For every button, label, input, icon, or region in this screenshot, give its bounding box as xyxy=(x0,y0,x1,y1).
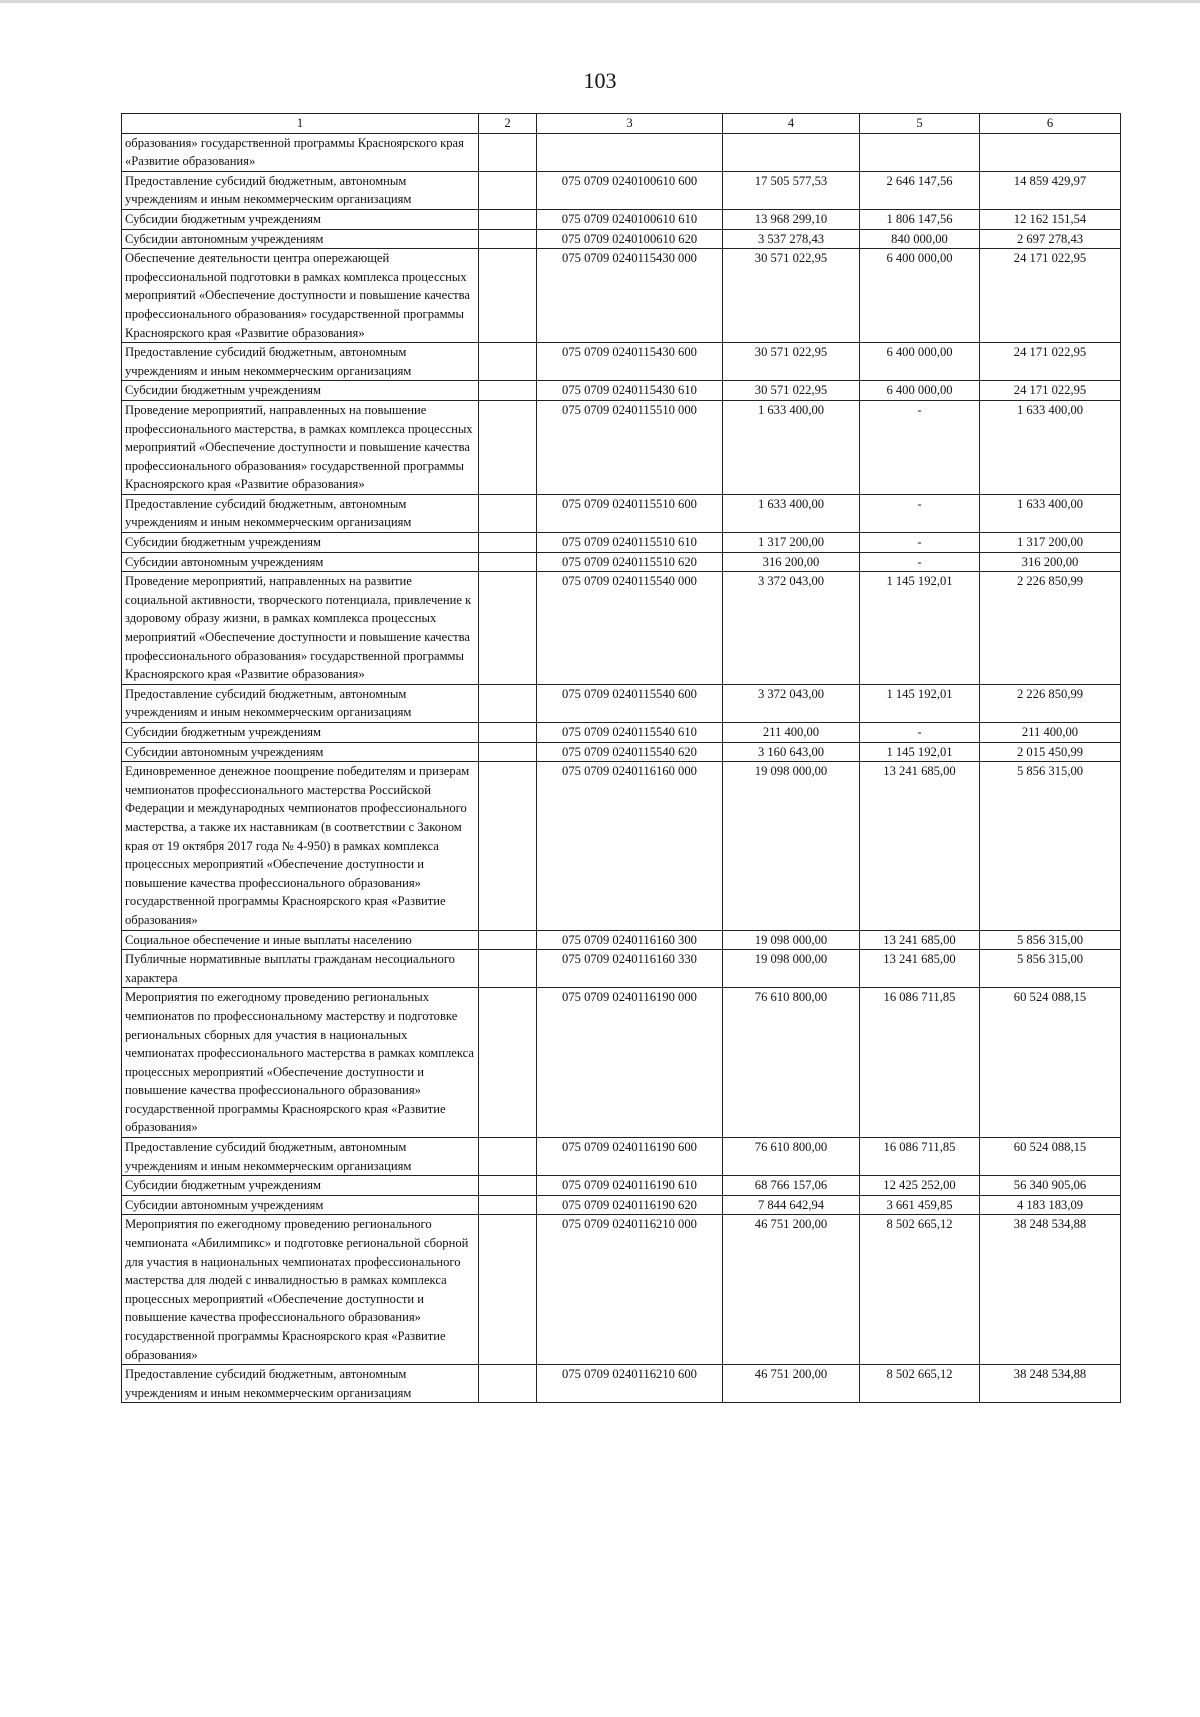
table-row xyxy=(122,229,1121,249)
column-header: 1 xyxy=(122,114,479,134)
cell-value-4: 13 968 299,10 xyxy=(723,209,860,229)
cell-value-5: 6 400 000,00 xyxy=(860,343,980,381)
cell-col2 xyxy=(479,1176,537,1196)
cell-value-6: 1 633 400,00 xyxy=(980,494,1121,532)
table-row xyxy=(122,494,1121,532)
table-header xyxy=(122,114,1121,134)
cell-name: Предоставление субсидий бюджетным, автономным учреждениям и иным некоммерческим организациям xyxy=(122,343,479,381)
cell-value-6: 60 524 088,15 xyxy=(980,1138,1121,1176)
cell-code: 075 0709 0240100610 610 xyxy=(537,209,723,229)
table-row xyxy=(122,249,1121,343)
cell-name: Мероприятия по ежегодному проведению регионального чемпионата «Абилимпикс» и подготовке региональной сборной для участия в национальных чемпионатах профессионального мастерства для людей с инвалидностью в рамках комплекса процессных мероприятий «Обеспечение доступности и повышение качества профессионального образования» государственной программы Красноярского края «Развитие образования» xyxy=(122,1215,479,1365)
cell-value-4: 76 610 800,00 xyxy=(723,988,860,1138)
cell-col2 xyxy=(479,229,537,249)
cell-value-5: 16 086 711,85 xyxy=(860,1138,980,1176)
cell-value-4: 19 098 000,00 xyxy=(723,762,860,930)
cell-col2 xyxy=(479,1215,537,1365)
cell-name: Предоставление субсидий бюджетным, автономным учреждениям и иным некоммерческим организациям xyxy=(122,171,479,209)
cell-value-5: 16 086 711,85 xyxy=(860,988,980,1138)
cell-name: Субсидии автономным учреждениям xyxy=(122,552,479,572)
table-row xyxy=(122,381,1121,401)
table-row xyxy=(122,1215,1121,1365)
cell-col2 xyxy=(479,1195,537,1215)
cell-name: Субсидии автономным учреждениям xyxy=(122,1195,479,1215)
cell-name: образования» государственной программы Красноярского края «Развитие образования» xyxy=(122,133,479,171)
cell-value-5: - xyxy=(860,723,980,743)
cell-value-4: 19 098 000,00 xyxy=(723,930,860,950)
cell-value-6: 24 171 022,95 xyxy=(980,381,1121,401)
cell-col2 xyxy=(479,494,537,532)
cell-value-6 xyxy=(980,133,1121,171)
cell-code: 075 0709 0240115430 000 xyxy=(537,249,723,343)
cell-value-5: 13 241 685,00 xyxy=(860,930,980,950)
cell-value-5 xyxy=(860,133,980,171)
cell-name: Предоставление субсидий бюджетным, автономным учреждениям и иным некоммерческим организациям xyxy=(122,494,479,532)
table-row xyxy=(122,552,1121,572)
cell-col2 xyxy=(479,930,537,950)
cell-col2 xyxy=(479,209,537,229)
cell-value-5: 6 400 000,00 xyxy=(860,381,980,401)
cell-value-6: 1 633 400,00 xyxy=(980,400,1121,494)
cell-name: Субсидии бюджетным учреждениям xyxy=(122,209,479,229)
cell-col2 xyxy=(479,171,537,209)
budget-table xyxy=(121,113,1121,1403)
cell-code: 075 0709 0240115510 000 xyxy=(537,400,723,494)
cell-code: 075 0709 0240116190 610 xyxy=(537,1176,723,1196)
cell-col2 xyxy=(479,400,537,494)
cell-value-5: 8 502 665,12 xyxy=(860,1365,980,1403)
cell-code: 075 0709 0240115430 600 xyxy=(537,343,723,381)
cell-value-4: 68 766 157,06 xyxy=(723,1176,860,1196)
cell-value-6: 5 856 315,00 xyxy=(980,930,1121,950)
table-row xyxy=(122,1138,1121,1176)
cell-value-6: 4 183 183,09 xyxy=(980,1195,1121,1215)
cell-value-5: 13 241 685,00 xyxy=(860,762,980,930)
cell-value-5: 3 661 459,85 xyxy=(860,1195,980,1215)
cell-value-4: 1 317 200,00 xyxy=(723,533,860,553)
cell-col2 xyxy=(479,343,537,381)
cell-code: 075 0709 0240116190 000 xyxy=(537,988,723,1138)
cell-value-4: 30 571 022,95 xyxy=(723,249,860,343)
cell-code: 075 0709 0240115540 600 xyxy=(537,684,723,722)
cell-code: 075 0709 0240116210 000 xyxy=(537,1215,723,1365)
cell-value-4: 3 160 643,00 xyxy=(723,742,860,762)
column-header: 5 xyxy=(860,114,980,134)
cell-code: 075 0709 0240116160 330 xyxy=(537,950,723,988)
cell-col2 xyxy=(479,723,537,743)
cell-value-6: 60 524 088,15 xyxy=(980,988,1121,1138)
cell-col2 xyxy=(479,249,537,343)
cell-code: 075 0709 0240116160 300 xyxy=(537,930,723,950)
cell-col2 xyxy=(479,552,537,572)
cell-name: Публичные нормативные выплаты гражданам несоциального характера xyxy=(122,950,479,988)
cell-col2 xyxy=(479,742,537,762)
cell-col2 xyxy=(479,1365,537,1403)
table-body xyxy=(122,133,1121,1403)
cell-value-4: 3 537 278,43 xyxy=(723,229,860,249)
cell-name: Предоставление субсидий бюджетным, автономным учреждениям и иным некоммерческим организациям xyxy=(122,1138,479,1176)
cell-value-6: 24 171 022,95 xyxy=(980,249,1121,343)
table-row xyxy=(122,133,1121,171)
cell-col2 xyxy=(479,988,537,1138)
column-header: 2 xyxy=(479,114,537,134)
cell-name: Социальное обеспечение и иные выплаты населению xyxy=(122,930,479,950)
table-row xyxy=(122,950,1121,988)
cell-code: 075 0709 0240100610 620 xyxy=(537,229,723,249)
cell-col2 xyxy=(479,133,537,171)
cell-name: Проведение мероприятий, направленных на повышение профессионального мастерства, в рамках комплекса процессных мероприятий «Обеспечение доступности и повышение качества профессионального образования» государственной программы Красноярского края «Развитие образования» xyxy=(122,400,479,494)
cell-value-5: - xyxy=(860,533,980,553)
cell-value-5: 2 646 147,56 xyxy=(860,171,980,209)
cell-value-4: 3 372 043,00 xyxy=(723,572,860,685)
cell-name: Предоставление субсидий бюджетным, автономным учреждениям и иным некоммерческим организациям xyxy=(122,684,479,722)
cell-name: Субсидии автономным учреждениям xyxy=(122,229,479,249)
cell-code xyxy=(537,133,723,171)
cell-name: Мероприятия по ежегодному проведению региональных чемпионатов по профессиональному мастерству и подготовке региональных сборных для участия в национальных чемпионатах профессионального мастерства в рамках комплекса процессных мероприятий «Обеспечение доступности и повышение качества профессионального образования» государственной программы Красноярского края «Развитие образования» xyxy=(122,988,479,1138)
cell-value-4: 46 751 200,00 xyxy=(723,1365,860,1403)
cell-col2 xyxy=(479,533,537,553)
column-header: 4 xyxy=(723,114,860,134)
cell-value-6: 211 400,00 xyxy=(980,723,1121,743)
cell-value-4: 30 571 022,95 xyxy=(723,381,860,401)
cell-value-4: 76 610 800,00 xyxy=(723,1138,860,1176)
cell-value-6: 1 317 200,00 xyxy=(980,533,1121,553)
cell-code: 075 0709 0240115510 610 xyxy=(537,533,723,553)
table-row xyxy=(122,742,1121,762)
table-row xyxy=(122,1195,1121,1215)
cell-value-6: 2 697 278,43 xyxy=(980,229,1121,249)
cell-value-5: - xyxy=(860,400,980,494)
cell-value-4: 211 400,00 xyxy=(723,723,860,743)
cell-value-4 xyxy=(723,133,860,171)
cell-name: Субсидии автономным учреждениям xyxy=(122,742,479,762)
cell-col2 xyxy=(479,1138,537,1176)
cell-code: 075 0709 0240116190 620 xyxy=(537,1195,723,1215)
cell-value-4: 17 505 577,53 xyxy=(723,171,860,209)
table-row xyxy=(122,171,1121,209)
cell-code: 075 0709 0240116190 600 xyxy=(537,1138,723,1176)
cell-value-4: 1 633 400,00 xyxy=(723,494,860,532)
cell-value-5: - xyxy=(860,552,980,572)
cell-col2 xyxy=(479,762,537,930)
cell-value-5: 1 806 147,56 xyxy=(860,209,980,229)
cell-value-4: 46 751 200,00 xyxy=(723,1215,860,1365)
cell-value-6: 5 856 315,00 xyxy=(980,950,1121,988)
table-row xyxy=(122,762,1121,930)
cell-value-4: 1 633 400,00 xyxy=(723,400,860,494)
cell-value-6: 24 171 022,95 xyxy=(980,343,1121,381)
cell-value-6: 5 856 315,00 xyxy=(980,762,1121,930)
cell-value-4: 30 571 022,95 xyxy=(723,343,860,381)
cell-code: 075 0709 0240115540 000 xyxy=(537,572,723,685)
cell-code: 075 0709 0240115510 620 xyxy=(537,552,723,572)
cell-value-5: 6 400 000,00 xyxy=(860,249,980,343)
cell-value-6: 12 162 151,54 xyxy=(980,209,1121,229)
cell-value-4: 7 844 642,94 xyxy=(723,1195,860,1215)
cell-value-5: 1 145 192,01 xyxy=(860,572,980,685)
column-header: 6 xyxy=(980,114,1121,134)
table-row xyxy=(122,400,1121,494)
scan-edge xyxy=(0,0,1200,3)
cell-code: 075 0709 0240115540 620 xyxy=(537,742,723,762)
cell-value-6: 2 226 850,99 xyxy=(980,572,1121,685)
cell-col2 xyxy=(479,381,537,401)
cell-code: 075 0709 0240116160 000 xyxy=(537,762,723,930)
cell-code: 075 0709 0240116210 600 xyxy=(537,1365,723,1403)
cell-code: 075 0709 0240100610 600 xyxy=(537,171,723,209)
page-number: 103 xyxy=(583,68,617,93)
cell-name: Субсидии бюджетным учреждениям xyxy=(122,723,479,743)
cell-col2 xyxy=(479,572,537,685)
table-row xyxy=(122,723,1121,743)
cell-col2 xyxy=(479,950,537,988)
table-row xyxy=(122,343,1121,381)
cell-value-6: 56 340 905,06 xyxy=(980,1176,1121,1196)
cell-name: Субсидии бюджетным учреждениям xyxy=(122,533,479,553)
table-row xyxy=(122,209,1121,229)
cell-code: 075 0709 0240115510 600 xyxy=(537,494,723,532)
cell-value-4: 19 098 000,00 xyxy=(723,950,860,988)
cell-value-4: 3 372 043,00 xyxy=(723,684,860,722)
cell-value-5: 12 425 252,00 xyxy=(860,1176,980,1196)
table-row xyxy=(122,1365,1121,1403)
cell-value-5: 840 000,00 xyxy=(860,229,980,249)
table-row xyxy=(122,1176,1121,1196)
cell-value-6: 316 200,00 xyxy=(980,552,1121,572)
cell-value-6: 14 859 429,97 xyxy=(980,171,1121,209)
table-row xyxy=(122,930,1121,950)
cell-value-5: - xyxy=(860,494,980,532)
cell-value-6: 2 226 850,99 xyxy=(980,684,1121,722)
cell-value-5: 1 145 192,01 xyxy=(860,742,980,762)
cell-value-6: 38 248 534,88 xyxy=(980,1365,1121,1403)
table-row xyxy=(122,533,1121,553)
cell-value-5: 8 502 665,12 xyxy=(860,1215,980,1365)
table-row xyxy=(122,684,1121,722)
cell-name: Проведение мероприятий, направленных на развитие социальной активности, творческого потенциала, привлечение к здоровому образу жизни, в рамках комплекса процессных мероприятий «Обеспечение доступности и повышение качества профессионального образования» государственной программы Красноярского края «Развитие образования» xyxy=(122,572,479,685)
cell-value-4: 316 200,00 xyxy=(723,552,860,572)
cell-name: Субсидии бюджетным учреждениям xyxy=(122,1176,479,1196)
cell-name: Предоставление субсидий бюджетным, автономным учреждениям и иным некоммерческим организациям xyxy=(122,1365,479,1403)
cell-value-5: 1 145 192,01 xyxy=(860,684,980,722)
column-header: 3 xyxy=(537,114,723,134)
cell-code: 075 0709 0240115430 610 xyxy=(537,381,723,401)
cell-code: 075 0709 0240115540 610 xyxy=(537,723,723,743)
table-row xyxy=(122,988,1121,1138)
cell-value-6: 38 248 534,88 xyxy=(980,1215,1121,1365)
cell-name: Обеспечение деятельности центра опережающей профессиональной подготовки в рамках комплекса процессных мероприятий «Обеспечение доступности и повышение качества профессионального образования» государственной программы Красноярского края «Развитие образования» xyxy=(122,249,479,343)
cell-value-5: 13 241 685,00 xyxy=(860,950,980,988)
table-row xyxy=(122,572,1121,685)
cell-value-6: 2 015 450,99 xyxy=(980,742,1121,762)
header-row xyxy=(122,114,1121,134)
cell-col2 xyxy=(479,684,537,722)
cell-name: Единовременное денежное поощрение победителям и призерам чемпионатов профессионального мастерства Российской Федерации и международных чемпионатов профессионального мастерства, а также их наставникам (в соответствии с Законом края от 19 октября 2017 года № 4-950) в рамках комплекса процессных мероприятий «Обеспечение доступности и повышение качества профессионального образования» государственной программы Красноярского края «Развитие образования» xyxy=(122,762,479,930)
cell-name: Субсидии бюджетным учреждениям xyxy=(122,381,479,401)
